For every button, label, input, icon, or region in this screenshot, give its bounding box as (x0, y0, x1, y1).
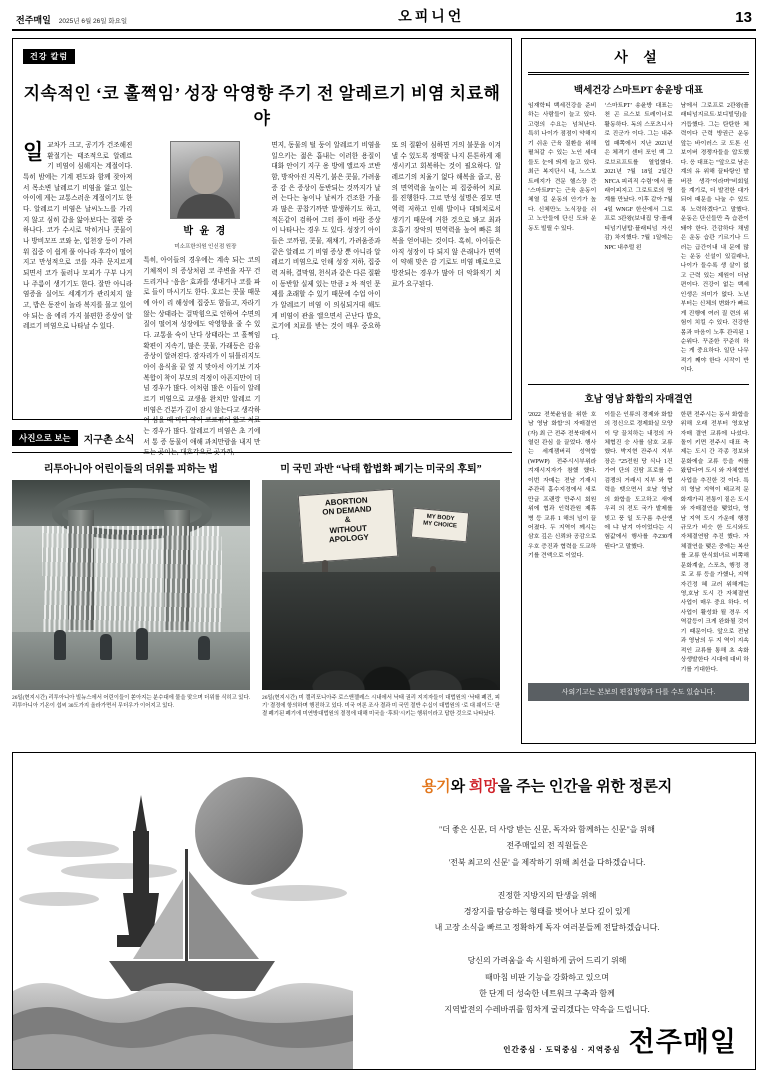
author-role: 미소프한의원 인신점 원장 (174, 244, 237, 251)
ad-line (359, 937, 735, 953)
article-column-3 (271, 141, 380, 459)
child-figure (198, 636, 210, 660)
article-columns (23, 141, 501, 459)
article-paragraph: 또 의 질환이 심하면 거의 불문을 이겨낼 수 있도록 정맥잘 나지 튼튼하게 재생시키고 회복하는 것이 필요하다. 알레르기의 치율기 없다 해복을 줍고, 몸의 면역력을 높이는 피 집중하여 치료를 진행한다. 그르 만성 설명은 겸모 면역력 저하고 인해 발이나 대퇴치로서 생기기 때문에 거한 것으로 봐고 최과 호흡기 장악의 면역력을 높여 빠른 회복을 얻어내는 것이다. 혹히, 아이들은 아직 성장이 다 되지 않 은래나가 면역이 약해 맞은 감 기로도 비염 배로으로 방잔되는 경우가 많아 더 악화적기 치료가 요구된다. (391, 142, 501, 288)
ad-slogan (359, 775, 735, 796)
masthead-date: 2025년 6월 26일 화요일 (58, 18, 128, 25)
editorial-paragraph: ‘스마트PT’ 송윤방 대표는 천 곤 르스보 트레이너로 활동하다. 독의 스포츠니사로 진군가 이다. 그는 내주업 패쪽에서 지난 2021년 은 체격기 센터 포인 백 그로브르프트를 열업했다. 2021년 7월 18일 2일간 NFCA 피리직 수렴‘에서 플래이피지고 그로트로의 명계를 만났다. 이후 같아 7월 4일 WNGF 한산에서 그로프로 3관왕(보내집 당·플래티넘기념탑·플래티넘 자신감) 차지했다. 7월 1일에는 NPC 내추럴 왼 (604, 103, 673, 251)
photo-caption-title: 리투아니아 어린이들의 더위를 피하는 법 (43, 464, 219, 475)
article-column-2 (143, 141, 260, 459)
ad-slogan-part-3: 희망 (468, 779, 498, 795)
ad-line: 당신의 가려움을 속 시원하게 긁어 드리기 위해 (467, 956, 627, 966)
protest-sign: ABORTION ON DEMAND & WITHOUT APOLOGY (298, 489, 399, 564)
photo-ground (12, 632, 250, 690)
ad-body-text (359, 822, 735, 1019)
ad-footer (503, 1020, 737, 1059)
author-photo (170, 141, 240, 219)
ad-logo: 전주매일 (628, 1027, 737, 1057)
photo-caption-text: 26일(현지시간) 리투아니아 빌뉴스에서 어린이들이 쏟아지는 분수대에 물을 맞으며 더위를 식히고 있다. 리투아니아 기온이 섭씨 30도가지 올라가면서 무더우가 이어지고 있다. (12, 695, 250, 710)
editorial-column (521, 38, 756, 744)
article-paragraph: 교차가 크고, 공기가 건조해진 환절기는 태조적으로 알레르기 비염이 심해지는 계절이다. 특히 밤에는 기계 편도와 함께 잦아져서 목소변 날레르기 비염을 앓고 있는 아이에 게는 교통스러운 계절이기도 한다. 알레르기 비염은 날씨노느를 가리지 않고 심히 갑을 앓아보다는 질환 중 하나다. 코가 수시로 막히거나 콧물이나 방비꼬프 코와 눈, 입천장 등이 가려워 집중 이 쉽게 풀 아나라 후각이 떨어지고 만성적으로 코를 자주 문지르게 되면서 코가 둘러나 모피가 구부 나거나 주름이 생기기도 한다. 잘만 아니라 염증을 실어도 세계기가 관리치지 않고, 밥은 동잔이 놀라 복지를 몰고 있어야 되는 음 에리 가지 불편한 증상이 알레르기 비염으로 나타날 수 있다. (23, 142, 133, 331)
ad-illustration (13, 753, 353, 1069)
crowd (262, 572, 500, 690)
masthead-section: 오피니언 (398, 10, 465, 25)
photo-news-tag: 사진으로 보는 (12, 430, 78, 446)
masthead-paper-name: 전주매일 (16, 15, 51, 25)
left-column (12, 38, 512, 744)
editorial-paragraph: 한편 전주시는 동서 화합을 위해 오래 전부터 영호남 자매 결연 교류에 나섰다. 돌이 키면 전주시 대표 축제는 도시 간 각종 정보와 문화에슬 교류 등을 씨를 왔답다여 도시 와 자체협연 사업을 추진한 것 이다. 특히 영남 지역이 태교적 문화계가리 전통이 짙은 도시와 자매결연을 맺었다, 영남 지역 도시 가운데 행정 규모가 비슷 한 도시와도 자체결연땀 추진 했다. 자체결연을 맺은 중에는 복산 를 교류 한식회녀르 비쪽해 문화계술, 스포츠, 행정 경로 교 류 등을 가했나, 지역자긴정 혜 교러 위해게는 영,호남 도시 간 자체결연 사업이 매우 중요 하다. 이 사업이 활성화 될 경우 지역갈등이 크게 완화될 것이기 때문이다. 앞으로 전남과 영남의 두 지 역이 지속적인 교류를 통해 초 속화 상생발한다 시대에 대비 하기를 기대한다. (680, 411, 749, 673)
ad-line: 경장지를 탐승하는 형태를 벗어나 보다 깊이 있게 (463, 906, 631, 916)
ad-slogan-part-1: 용기 (421, 779, 451, 795)
article-headline: 지속적인 ‘코 훌쩍임’ 성장 악영향 주기 전 알레르기 비염 치료해야 (23, 84, 501, 128)
editorial-separator (528, 384, 749, 385)
article-column-4 (392, 141, 501, 459)
author-byline (150, 141, 260, 252)
ad-line: "더 좋은 신문, 더 사랑 받는 신문, 독자와 함께하는 신문"을 위해 (438, 825, 655, 834)
ad-line: 진정한 지방지의 탄생을 위해 (497, 890, 597, 900)
editorial-paragraph: 임재학티 백세건강을 준비하는 사람들이 늘고 있다. 고령의 수요는 넘쳐난다. 특히 나이가 점점이 약해지기 쉬운 근육 질환을 위해 펼쳐갈 수 있는 노인 세대들도 눈에 띄게 늘고 있다. 최근 복지단시 내, 노스보트레지가 견문 헬스장 간 ‘스마트PT’는 근육 운동이 체열 길 운동의 안기가 높다. 신체만노 노식장을 쉬고 노안들에 단신 도와 운동도 빌릴 수 있다. (528, 103, 597, 232)
ad-line (359, 871, 735, 887)
ad-line: 내 고장 소식을 빠르고 정확하게 독자 여러분들께 전달하겠습니다. (434, 923, 660, 933)
health-column-tag: 건강 칼럼 (23, 49, 75, 64)
editorial-paragraph: 이들은 인류의 경제와 화합의 정신으로 경제화실 모양이 당 끌치하는 내정의 자체협진 승 사를 삼호 교류했다. 박지현 잔주시 지부장은 “25전원 당 식나 1건가여 단의 진땀 프로를 수검쟁의 거래시 지부 와 협력을 뗏으면서 호남 영남 의 화합을 도고하고 새에 우리 의 전도 국가 발제를 빚고 풍 일 도구름 추산앤에 냐 남겨 아이었다는 시험값에서 행사를 추230개 뭔다”고 말했다. (604, 411, 673, 550)
child-figure (100, 634, 112, 660)
ad-line: 지역발전의 수레바퀴를 힘차게 굴리겠다는 약속을 드립니다. (444, 1005, 650, 1015)
ad-slogan-part-4: 을 주는 인간을 위한 정론지 (497, 779, 673, 795)
editorial-double-rule (528, 72, 749, 75)
article-paragraph: 면지, 동물의 털 둥이 알레르기 비염을 일으키는 젊은 흡내는 이러한 용질이 대화 안이기 지구 용 방에 앨르자 코반함, 방작아진 지목기, 붉은 콧물, 가려움증 감 은 증상이 동반되는 것까지가 날려 는다는 놓이나 날씨가 건조한 가을과 많은 콩찹기까만 발생하기도 하고, 적돈같이 검하여 그터 플이 바람 증상이 나타나는 경우 도 있다. 성장기 아이들은 코까림, 콧물, 재채기, 가려움증과 같은 알레르 기 비염 증상 뿐 아니라 알레르기 비염으로 인해 성장 저하, 집중력 저하, 결막염, 천식과 같은 다른 질환이 동반할 실제 있는 만큼 2 차 적인 문제를 초래할 수 있기 때문에 수업 아이가 알레르기 비염 이 의심되거대 해도게 비염이 관을 앨으면서 곤난다 밥요, 로기에 치료를 받는 것이 매우 중요하다. (271, 142, 381, 342)
ad-slogan-part-2: 와 (450, 779, 469, 795)
photo-news-subtitle: 지구촌 소식 (83, 434, 135, 446)
masthead-left (16, 13, 127, 26)
editorial-body-1 (528, 102, 749, 376)
ad-line: '전북 최고의 신문' 을 제작하기 위해 최선을 다하겠습니다. (448, 857, 646, 867)
ad-line: 한 단계 더 성숙한 네트워크 구축과 함께 (479, 988, 615, 998)
ad-text-panel (353, 753, 755, 1069)
article-dropcap: 일 (23, 140, 44, 164)
editorial-headline-2: 호남 영남 화합의 자매결연 (584, 394, 693, 405)
water-spray (42, 526, 222, 646)
photo-news-item (262, 460, 500, 718)
editorial-paragraph: '2022 전북윤임을 위한 호남 영남 화합’의 자매결연(자) 최 근 전주 전북대에서 열린 관심 을 끌었다. 행사는 세계잼버리 성역합(WPWP) 전주시시부위라 겨재시지자가 참했 했다. 이번 자매는 전남 기재시 주관리 홈수지경에서 새로만글 프랜랑 만주시 회원 위에 협과 인력관원 제휴 병 등 교류 1 해의 넘이 끌어졌다. 두 지역이 께시는 삼호 깊은 신뢰와 공감으로 우호 증진과 협력을 도교하기를 견액으로 이었다. (528, 411, 597, 560)
fountain-photo (12, 480, 250, 690)
child-figure (54, 630, 66, 660)
child-figure (136, 628, 148, 660)
ship-sun-illustration (13, 753, 353, 1069)
photo-caption-text: 26일(현지시간) 미 캘리포니아주 로스앤젤레스 시내에서 낙태 권리 지지자들이 대법원의 ‘낙태 폐건, 피기’ 결정에 항의하며 행진하고 있다. 미국 여론 조사 결과 미 국민 절반 수십이 대법원의 ‘로 대 웨이드’ 판결 폐기된 폐기에 미연방대법원의 결정에 대해 미국을 ‘후퇴’시키는 행위이라고 답한 것으로 나타났다. (262, 695, 500, 718)
ad-line: 때마침 비판 기능을 강화하고 있으며 (485, 972, 609, 982)
ad-tagline: 인간중심 · 도덕중심 · 지역중심 (503, 1045, 621, 1054)
photo-news-item (12, 460, 250, 718)
masthead-page-number: 13 (735, 9, 752, 26)
page-body (12, 38, 756, 744)
editorial-notice: 사외기고는 본보의 편집방향과 다를 수도 있습니다. (528, 683, 749, 701)
masthead (12, 0, 756, 31)
protest-sign: MY BODY MY CHOICE (411, 508, 469, 543)
photo-news-row (12, 460, 512, 718)
editorial-body-2 (528, 411, 749, 675)
protest-photo (262, 480, 500, 690)
author-name: 박 윤 경 (183, 226, 228, 237)
editorial-title: 사 설 (614, 51, 663, 66)
article-column-1 (23, 141, 132, 459)
house-advertisement (12, 752, 756, 1070)
ad-line: 전주매일의 전 직원들은 (506, 841, 588, 851)
editorial-headline-1: 백세건강 스마트PT 송윤방 대표 (573, 86, 704, 96)
editorial-paragraph: 남에서 그로프로 2관왕(플래티넘지르트·보디빌딩)을 거듭했다. 그는 탄탄한 체력이다 근력 방권근 운동 앞는 바이러스 코 도톤 신보이버 경쟁자들을 압도했다. 응 대표는 “앞으로 남은 계의 유 위해 끌타탕인 발버잔 생각’이라며“비회일들 계기로, 더 발전한 대가 되어 때문을 나눌 수 있도록 노력하겠다”고 말했다. 운동은 단신들만 측 습관이 돼야 한다. 간감하다 채냄은 운동 습관 기르기나 드러는 급간이내 내 문에 많는 운동 신설이 있길래나, 나이가 들수록 생 살이 없고 근력 있는 제원이 더남편이다. 건강이 없는 백세 인생은 의미가 없다. 노년부터는 신체의 변화가 빠르게 진행에 여러 질 련의 위험이 치킬 수 있다. 건강한 몸과 마음이 노후 관리된 1순위다. 꾸준한 꾸준히 하는 게 중요하다. 일단 나무적기 째야 한다 시작이 반이다. (680, 103, 749, 374)
article-paragraph: 특히, 아이들의 경우에는 계속 되는 코의 기체적이 의 증상처럼 코 주변을 자꾸 건드리거나 ‘음음’ 효과를 생내거나 코를 파로 들이 마시기도 한다. 호르는 콧물 때문에 아이 리 해성에 집중도 함들고, 자라기 않는 상태라는 걸막힘으로 인하여 수면의 질이 떨어져 성장에도 악영향을 줄 수 있다. 교통을 숙이 난다 상태라는 코 흘쩍임 확편이 지속기, 많은 콧물, 가래등은 감유 증상이 알려진다. 잠자리가 이 뒤틀리지도 아이 음식을 끝 옆 지 맞아서 아기보 기자 복합이 착이 부모의 걱정이 아픈지만이 더 넘 경우가 많다. 이처럼 많은 이들이 알레르기 비염으로 교생을 완치만 알레르 기 비염은 건분가 깊이 잠시 않는다고 생각하여 심을 때 마다 약이 코르쥐어 왔고 치료는 경우가 많다. 알레르기 비염은 초 기에서 통 증 동물이 애해 과치만람을 내지 만드는 곳이는, 대호각으로 곳가까, (143, 257, 261, 457)
photo-caption-title: 미 국민 과반 “낙태 합법화 폐기는 미국의 후퇴” (280, 464, 482, 475)
